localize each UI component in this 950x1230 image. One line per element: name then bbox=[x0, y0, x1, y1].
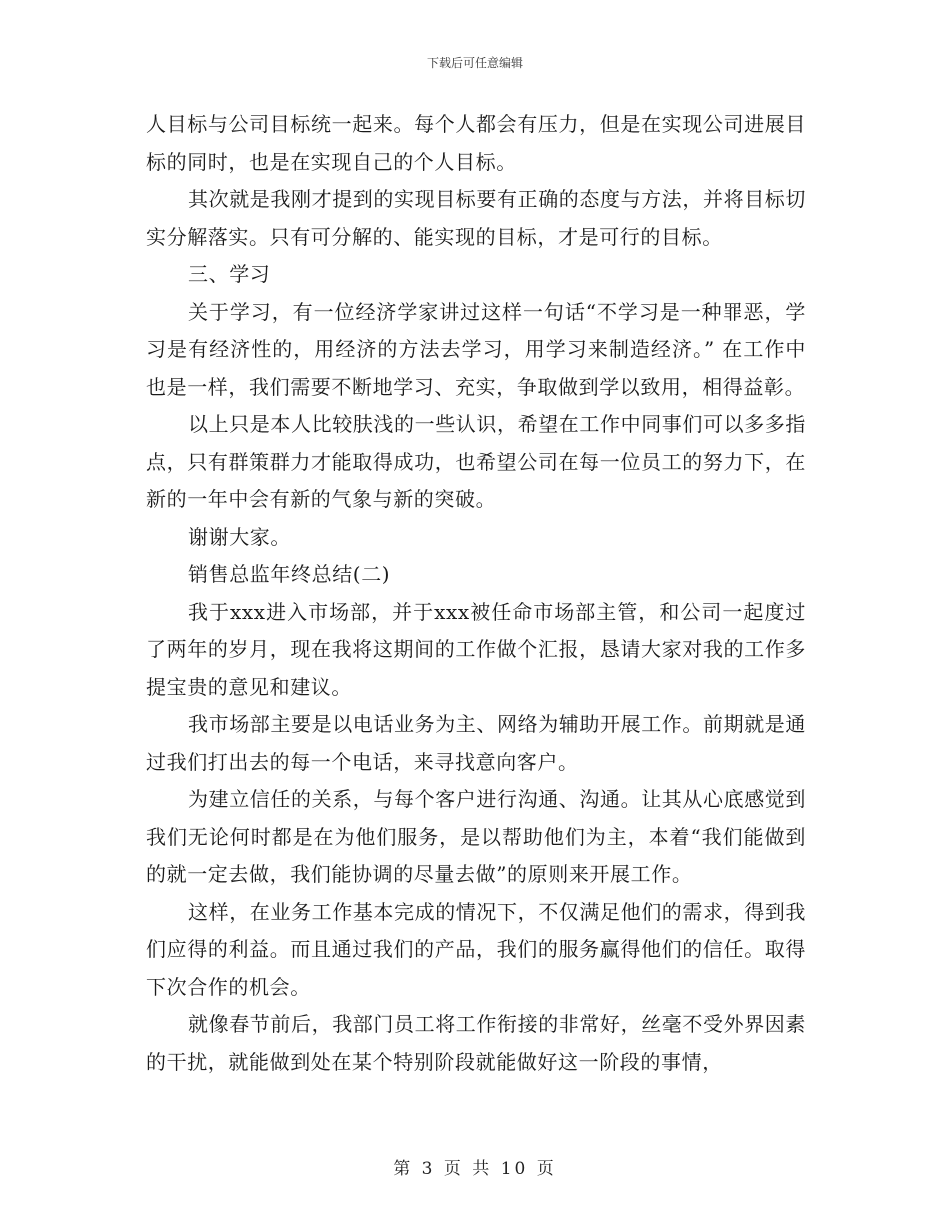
paragraph: 以上只是本人比较肤浅的一些认识，希望在工作中同事们可以多多指点，只有群策群力才能取得成功，也希望公司在每一位员工的努力下，在新的一年中会有新的气象与新的突破。 bbox=[146, 412, 806, 511]
paragraph: 其次就是我刚才提到的实现目标要有正确的态度与方法，并将目标切实分解落实。只有可分解的、能实现的目标，才是可行的目标。 bbox=[146, 187, 806, 249]
paragraph: 人目标与公司目标统一起来。每个人都会有压力，但是在实现公司进展目标的同时，也是在实现自己的个人目标。 bbox=[146, 112, 806, 174]
paragraph: 就像春节前后，我部门员工将工作衔接的非常好，丝毫不受外界因素的干扰，就能做到处在某个特别阶段就能做好这一阶段的事情， bbox=[146, 1012, 806, 1074]
paragraph: 我市场部主要是以电话业务为主、网络为辅助开展工作。前期就是通过我们打出去的每一个电话，来寻找意向客户。 bbox=[146, 712, 806, 774]
paragraph: 我于xxx进入市场部，并于xxx被任命市场部主管，和公司一起度过了两年的岁月，现在我将这期间的工作做个汇报，恳请大家对我的工作多提宝贵的意见和建议。 bbox=[146, 599, 806, 699]
paragraph: 谢谢大家。 bbox=[188, 524, 291, 549]
page-footer: 第 3 页 共 10 页 bbox=[393, 1159, 557, 1179]
page-header: 下载后可任意编辑 bbox=[426, 56, 523, 70]
paragraph: 为建立信任的关系，与每个客户进行沟通、沟通。让其从心底感觉到我们无论何时都是在为他们服务，是以帮助他们为主，本着“我们能做到的就一定去做，我们能协调的尽量去做”的原则来开展工作。 bbox=[146, 787, 806, 886]
paragraph: 关于学习，有一位经济学家讲过这样一句话“不学习是一种罪恶，学习是有经济性的，用经济的方法去学习，用学习来制造经济。” 在工作中也是一样，我们需要不断地学习、充实，争取做到学以致用，相得益彰。 bbox=[146, 299, 806, 399]
document-subtitle: 销售总监年终总结(二) bbox=[188, 562, 391, 586]
document-body bbox=[146, 106, 806, 1081]
section-heading: 三、学习 bbox=[188, 262, 271, 286]
paragraph: 这样，在业务工作基本完成的情况下，不仅满足他们的需求，得到我们应得的利益。而且通过我们的产品，我们的服务赢得他们的信任。取得下次合作的机会。 bbox=[146, 899, 806, 999]
